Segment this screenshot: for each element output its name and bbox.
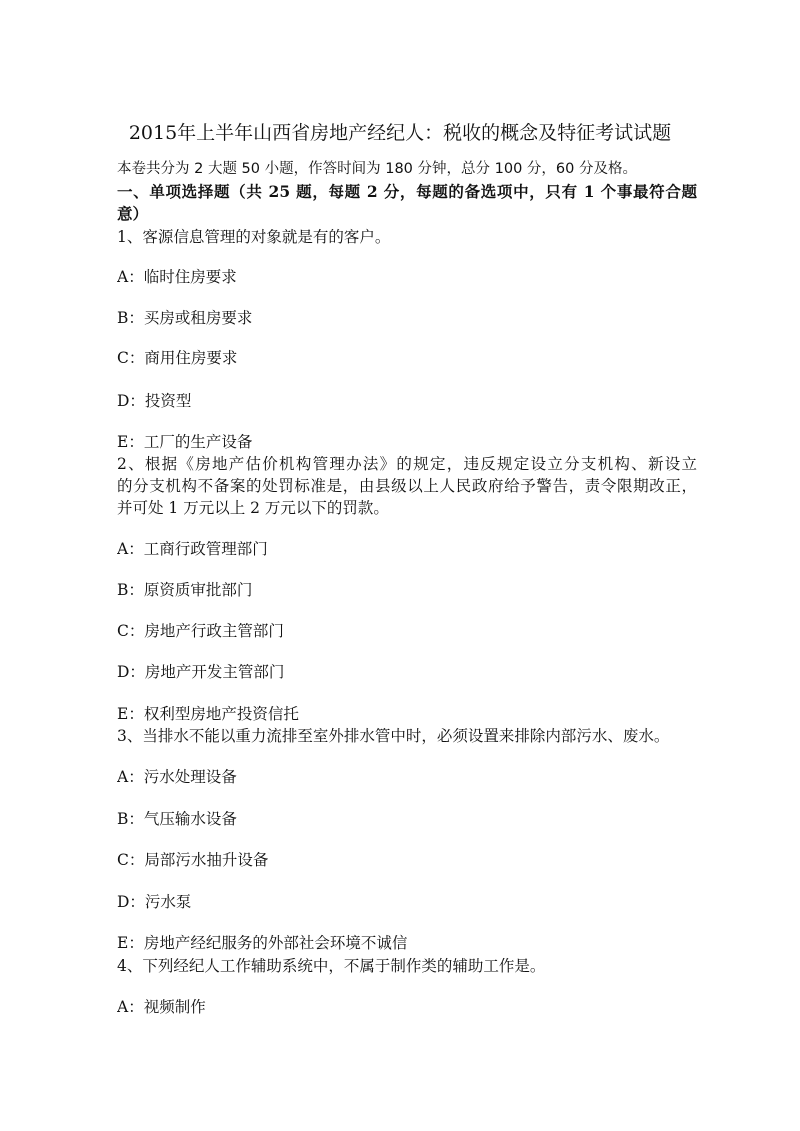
section-header-line-1: 一、单项选择题（共 25 题，每题 2 分，每题的备选项中，只有 1 个事最符合题 (117, 182, 697, 201)
question-2-option-c: C：房地产行政主管部门 (117, 622, 284, 640)
question-1-option-d: D：投资型 (117, 392, 192, 410)
question-2-stem-line-3: 并可处 1 万元以上 2 万元以下的罚款。 (117, 499, 389, 517)
question-1-option-a: A：临时住房要求 (117, 268, 237, 286)
question-2-option-a: A：工商行政管理部门 (117, 540, 268, 558)
question-2-option-d: D：房地产开发主管部门 (117, 663, 285, 681)
question-2-stem-line-2: 的分支机构不备案的处罚标准是，由县级以上人民政府给予警告，责令限期改正， (117, 477, 697, 495)
question-3-option-e: E：房地产经纪服务的外部社会环境不诚信 (117, 934, 408, 952)
section-header-line-2: 意） (117, 204, 149, 223)
question-1-stem: 1、客源信息管理的对象就是有的客户。 (117, 228, 391, 246)
question-1-option-c: C：商用住房要求 (117, 349, 238, 367)
question-2-stem-line-1: 2、根据《房地产估价机构管理办法》的规定，违反规定设立分支机构、新设立 (117, 455, 697, 473)
exam-intro: 本卷共分为 2 大题 50 小题，作答时间为 180 分钟，总分 100 分，60 分及格。 (117, 161, 637, 177)
question-3-option-d: D：污水泵 (117, 893, 192, 911)
question-4-stem: 4、下列经纪人工作辅助系统中，不属于制作类的辅助工作是。 (117, 957, 546, 975)
question-3-option-a: A：污水处理设备 (117, 768, 237, 786)
question-2-option-b: B：原资质审批部门 (117, 581, 253, 599)
page-title: 2015年上半年山西省房地产经纪人：税收的概念及特征考试试题 (128, 122, 672, 144)
question-3-option-c: C：局部污水抽升设备 (117, 851, 269, 869)
question-1-option-e: E：工厂的生产设备 (117, 433, 253, 451)
question-4-option-a: A：视频制作 (117, 998, 206, 1016)
question-1-option-b: B：买房或租房要求 (117, 309, 253, 327)
question-3-option-b: B：气压输水设备 (117, 810, 237, 828)
question-2-option-e: E：权利型房地产投资信托 (117, 705, 299, 723)
question-3-stem: 3、当排水不能以重力流排至室外排水管中时，必须设置来排除内部污水、废水。 (117, 727, 670, 745)
